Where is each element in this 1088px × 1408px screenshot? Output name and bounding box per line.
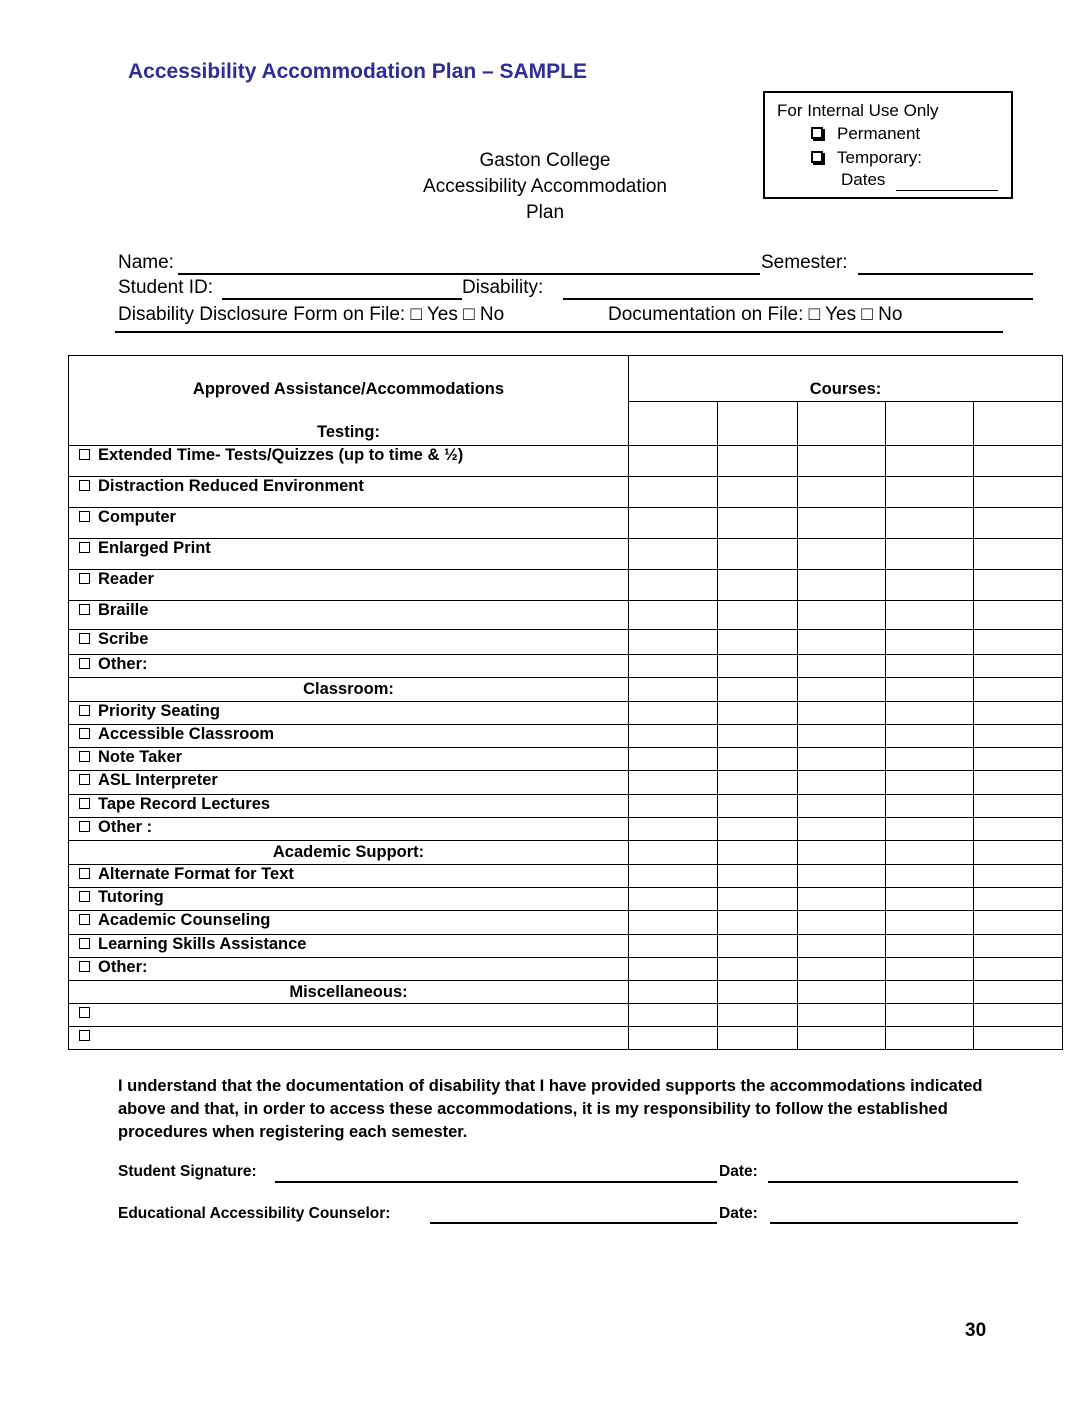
course-cell[interactable] bbox=[974, 477, 1063, 508]
accommodation-row[interactable] bbox=[69, 570, 629, 601]
course-cell[interactable] bbox=[718, 539, 798, 570]
fields-divider bbox=[115, 331, 1003, 333]
course-cell[interactable] bbox=[718, 655, 798, 678]
course-cell[interactable] bbox=[629, 539, 718, 570]
dates-label: Dates bbox=[841, 170, 886, 189]
course-cell[interactable] bbox=[974, 725, 1063, 748]
course-cell[interactable] bbox=[886, 888, 974, 911]
temporary-label: Temporary: bbox=[837, 148, 923, 167]
course-cell[interactable] bbox=[629, 841, 718, 865]
course-cell[interactable] bbox=[886, 818, 974, 841]
course-cell[interactable] bbox=[798, 911, 886, 935]
permanent-option[interactable] bbox=[811, 122, 920, 145]
accommodation-row[interactable] bbox=[69, 958, 629, 981]
temporary-option[interactable] bbox=[811, 146, 922, 169]
course-cell[interactable] bbox=[798, 841, 886, 865]
course-cell[interactable] bbox=[629, 888, 718, 911]
course-cell[interactable] bbox=[798, 958, 886, 981]
course-cell[interactable] bbox=[886, 935, 974, 958]
checkbox[interactable] bbox=[79, 938, 90, 949]
table-header-left bbox=[69, 356, 629, 446]
course-cell[interactable] bbox=[798, 1027, 886, 1050]
heading-line-2: Accessibility Accommodation bbox=[423, 176, 667, 197]
course-cell[interactable] bbox=[798, 748, 886, 771]
course-cell[interactable] bbox=[974, 888, 1063, 911]
course-cell[interactable] bbox=[718, 1004, 798, 1027]
counselor-date-label: Date: bbox=[719, 1205, 758, 1222]
course-cell[interactable] bbox=[798, 818, 886, 841]
accommodation-row[interactable] bbox=[69, 818, 629, 841]
student-signature-field[interactable] bbox=[275, 1181, 717, 1183]
student-date-label: Date: bbox=[719, 1163, 758, 1180]
accommodation-label: Academic Counseling bbox=[98, 911, 271, 929]
checkbox[interactable] bbox=[79, 480, 90, 491]
name-label: Name: bbox=[118, 252, 174, 273]
accommodation-row[interactable] bbox=[69, 748, 629, 771]
student-id-field[interactable] bbox=[222, 298, 462, 300]
accommodation-row[interactable] bbox=[69, 630, 629, 655]
course-cell[interactable] bbox=[886, 1004, 974, 1027]
classroom-heading: Classroom: bbox=[69, 678, 629, 702]
miscellaneous-heading: Miscellaneous: bbox=[69, 981, 629, 1004]
course-cell[interactable] bbox=[718, 911, 798, 935]
checkbox[interactable] bbox=[79, 914, 90, 925]
accommodation-label: Braille bbox=[98, 601, 149, 619]
course-cell[interactable] bbox=[629, 678, 718, 702]
course-cell[interactable] bbox=[629, 958, 718, 981]
course-cell[interactable] bbox=[718, 748, 798, 771]
disability-label: Disability: bbox=[462, 277, 544, 298]
course-cell[interactable] bbox=[974, 1027, 1063, 1050]
course-cell[interactable] bbox=[974, 655, 1063, 678]
course-cell[interactable] bbox=[718, 477, 798, 508]
accommodation-row[interactable] bbox=[69, 795, 629, 818]
permanent-checkbox[interactable] bbox=[811, 127, 823, 139]
course-cell[interactable] bbox=[974, 570, 1063, 601]
course-cell[interactable] bbox=[798, 795, 886, 818]
permanent-label: Permanent bbox=[837, 124, 921, 143]
course-cell[interactable] bbox=[629, 795, 718, 818]
course-cell[interactable] bbox=[718, 678, 798, 702]
course-cell[interactable] bbox=[798, 477, 886, 508]
course-col-2[interactable] bbox=[718, 402, 798, 446]
course-cell[interactable] bbox=[629, 865, 718, 888]
sample-title: Accessibility Accommodation Plan – SAMPLE bbox=[128, 60, 588, 83]
course-cell[interactable] bbox=[974, 630, 1063, 655]
course-cell[interactable] bbox=[886, 678, 974, 702]
course-cell[interactable] bbox=[886, 539, 974, 570]
accommodation-row[interactable] bbox=[69, 601, 629, 630]
accommodation-row[interactable] bbox=[69, 865, 629, 888]
accommodation-row[interactable] bbox=[69, 911, 629, 935]
course-cell[interactable] bbox=[718, 725, 798, 748]
course-cell[interactable] bbox=[718, 570, 798, 601]
course-cell[interactable] bbox=[886, 477, 974, 508]
documentation-label[interactable]: Documentation on File: □ Yes □ No bbox=[608, 304, 903, 325]
course-cell[interactable] bbox=[798, 446, 886, 477]
course-cell[interactable] bbox=[718, 630, 798, 655]
checkbox[interactable] bbox=[79, 633, 90, 644]
course-cell[interactable] bbox=[629, 981, 718, 1004]
counselor-signature-field[interactable] bbox=[430, 1222, 717, 1224]
course-cell[interactable] bbox=[886, 771, 974, 795]
course-cell[interactable] bbox=[798, 865, 886, 888]
course-cell[interactable] bbox=[629, 748, 718, 771]
course-cell[interactable] bbox=[629, 771, 718, 795]
course-cell[interactable] bbox=[798, 508, 886, 539]
course-cell[interactable] bbox=[798, 630, 886, 655]
checkbox[interactable] bbox=[79, 1007, 90, 1018]
course-cell[interactable] bbox=[629, 477, 718, 508]
course-cell[interactable] bbox=[974, 771, 1063, 795]
checkbox[interactable] bbox=[79, 658, 90, 669]
accommodation-row[interactable] bbox=[69, 477, 629, 508]
course-cell[interactable] bbox=[798, 570, 886, 601]
course-cell[interactable] bbox=[798, 725, 886, 748]
course-cell[interactable] bbox=[798, 655, 886, 678]
course-cell[interactable] bbox=[974, 508, 1063, 539]
accommodation-row[interactable] bbox=[69, 508, 629, 539]
testing-heading: Testing: bbox=[317, 423, 380, 441]
course-cell[interactable] bbox=[798, 678, 886, 702]
accommodation-row[interactable] bbox=[69, 725, 629, 748]
accommodation-row[interactable] bbox=[69, 888, 629, 911]
page-number: 30 bbox=[965, 1320, 987, 1341]
course-cell[interactable] bbox=[718, 865, 798, 888]
course-cell[interactable] bbox=[886, 630, 974, 655]
course-cell[interactable] bbox=[974, 795, 1063, 818]
accommodations-header: Approved Assistance/Accommodations bbox=[192, 380, 505, 398]
accommodation-label: ASL Interpreter bbox=[98, 771, 218, 789]
semester-label: Semester: bbox=[761, 252, 848, 273]
accommodation-row[interactable] bbox=[69, 702, 629, 725]
course-cell[interactable] bbox=[718, 958, 798, 981]
accommodation-label: Distraction Reduced Environment bbox=[98, 477, 364, 495]
counselor-signature-label: Educational Accessibility Counselor: bbox=[118, 1205, 391, 1222]
checkbox[interactable] bbox=[79, 511, 90, 522]
course-col-4[interactable] bbox=[886, 402, 974, 446]
course-cell[interactable] bbox=[886, 911, 974, 935]
academic-support-heading: Academic Support: bbox=[69, 841, 629, 865]
accommodation-label: Extended Time- Tests/Quizzes (up to time & ½) bbox=[98, 446, 464, 464]
course-cell[interactable] bbox=[974, 911, 1063, 935]
course-cell[interactable] bbox=[629, 508, 718, 539]
checkbox[interactable] bbox=[79, 573, 90, 584]
course-cell[interactable] bbox=[974, 865, 1063, 888]
course-cell[interactable] bbox=[629, 601, 718, 630]
course-cell[interactable] bbox=[886, 570, 974, 601]
accommodation-label: Computer bbox=[98, 508, 176, 526]
course-cell[interactable] bbox=[974, 935, 1063, 958]
accommodation-row[interactable] bbox=[69, 771, 629, 795]
student-date-field[interactable] bbox=[768, 1181, 1018, 1183]
course-cell[interactable] bbox=[798, 935, 886, 958]
acknowledgement-statement: I understand that the documentation of disability that I have provided supports the accommodations indicated above and that, in order to access these accommodations, it is my responsibility to follow the established procedures when registering each semester. bbox=[118, 1077, 983, 1141]
course-cell[interactable] bbox=[629, 935, 718, 958]
accommodation-row[interactable] bbox=[69, 655, 629, 678]
course-cell[interactable] bbox=[886, 601, 974, 630]
course-cell[interactable] bbox=[798, 601, 886, 630]
course-cell[interactable] bbox=[886, 795, 974, 818]
checkbox[interactable] bbox=[79, 751, 90, 762]
course-cell[interactable] bbox=[886, 446, 974, 477]
courses-header: Courses: bbox=[629, 356, 1063, 402]
accommodation-label: Alternate Format for Text bbox=[98, 865, 294, 883]
accommodation-label: Other: bbox=[98, 958, 148, 976]
course-cell[interactable] bbox=[629, 818, 718, 841]
accommodation-row[interactable] bbox=[69, 446, 629, 477]
course-cell[interactable] bbox=[798, 771, 886, 795]
name-field[interactable] bbox=[178, 273, 760, 275]
course-col-3[interactable] bbox=[798, 402, 886, 446]
accommodation-label: Other : bbox=[98, 818, 153, 836]
course-cell[interactable] bbox=[974, 702, 1063, 725]
course-cell[interactable] bbox=[886, 725, 974, 748]
checkbox[interactable] bbox=[79, 1030, 90, 1041]
course-cell[interactable] bbox=[886, 1027, 974, 1050]
accommodation-label: Tape Record Lectures bbox=[98, 795, 271, 813]
temporary-checkbox[interactable] bbox=[811, 151, 823, 163]
accommodation-row[interactable] bbox=[69, 1004, 629, 1027]
course-cell[interactable] bbox=[974, 678, 1063, 702]
accommodation-label: Enlarged Print bbox=[98, 539, 211, 557]
accommodation-label: Learning Skills Assistance bbox=[98, 935, 307, 953]
course-cell[interactable] bbox=[798, 702, 886, 725]
course-cell[interactable] bbox=[718, 771, 798, 795]
accommodation-row[interactable] bbox=[69, 539, 629, 570]
course-cell[interactable] bbox=[629, 725, 718, 748]
accommodations-table bbox=[68, 355, 1063, 1050]
checkbox[interactable] bbox=[79, 891, 90, 902]
course-cell[interactable] bbox=[718, 888, 798, 911]
course-cell[interactable] bbox=[629, 911, 718, 935]
semester-field[interactable] bbox=[858, 273, 1033, 275]
course-cell[interactable] bbox=[798, 981, 886, 1004]
course-cell[interactable] bbox=[629, 630, 718, 655]
course-cell[interactable] bbox=[886, 655, 974, 678]
heading-line-1: Gaston College bbox=[479, 150, 611, 171]
course-cell[interactable] bbox=[718, 508, 798, 539]
accommodation-label: Note Taker bbox=[98, 748, 183, 766]
course-cell[interactable] bbox=[974, 748, 1063, 771]
checkbox[interactable] bbox=[79, 705, 90, 716]
course-cell[interactable] bbox=[886, 508, 974, 539]
accommodation-label: Priority Seating bbox=[98, 702, 220, 720]
course-cell[interactable] bbox=[974, 841, 1063, 865]
course-cell[interactable] bbox=[718, 935, 798, 958]
course-cell[interactable] bbox=[886, 748, 974, 771]
course-cell[interactable] bbox=[798, 1004, 886, 1027]
course-col-5[interactable] bbox=[974, 402, 1063, 446]
course-cell[interactable] bbox=[886, 841, 974, 865]
course-cell[interactable] bbox=[718, 795, 798, 818]
course-cell[interactable] bbox=[974, 446, 1063, 477]
heading-line-3: Plan bbox=[525, 202, 565, 223]
course-cell[interactable] bbox=[629, 702, 718, 725]
accommodation-label: Other: bbox=[98, 655, 148, 673]
course-col-1[interactable] bbox=[629, 402, 718, 446]
checkbox[interactable] bbox=[79, 542, 90, 553]
course-cell[interactable] bbox=[629, 1004, 718, 1027]
checkbox[interactable] bbox=[79, 961, 90, 972]
student-id-label: Student ID: bbox=[118, 277, 214, 298]
course-cell[interactable] bbox=[974, 958, 1063, 981]
course-cell[interactable] bbox=[629, 1027, 718, 1050]
internal-use-box bbox=[763, 91, 1013, 199]
counselor-date-field[interactable] bbox=[770, 1222, 1018, 1224]
checkbox[interactable] bbox=[79, 728, 90, 739]
course-cell[interactable] bbox=[718, 601, 798, 630]
accommodation-label: Tutoring bbox=[98, 888, 164, 906]
course-cell[interactable] bbox=[629, 655, 718, 678]
course-cell[interactable] bbox=[886, 702, 974, 725]
accommodation-row[interactable] bbox=[69, 1027, 629, 1050]
course-cell[interactable] bbox=[718, 818, 798, 841]
checkbox[interactable] bbox=[79, 604, 90, 615]
internal-use-title: For Internal Use Only bbox=[777, 101, 939, 120]
accommodation-label: Reader bbox=[98, 570, 154, 588]
dates-line bbox=[841, 168, 998, 191]
course-cell[interactable] bbox=[718, 446, 798, 477]
checkbox[interactable] bbox=[79, 449, 90, 460]
course-cell[interactable] bbox=[798, 888, 886, 911]
disclosure-form-label[interactable]: Disability Disclosure Form on File: □ Yes □ No bbox=[118, 304, 505, 325]
course-cell[interactable] bbox=[718, 981, 798, 1004]
checkbox[interactable] bbox=[79, 798, 90, 809]
checkbox[interactable] bbox=[79, 821, 90, 832]
student-signature-label: Student Signature: bbox=[118, 1163, 257, 1180]
course-cell[interactable] bbox=[718, 1027, 798, 1050]
course-cell[interactable] bbox=[974, 1004, 1063, 1027]
disability-field[interactable] bbox=[563, 298, 1033, 300]
course-cell[interactable] bbox=[718, 702, 798, 725]
accommodation-label: Scribe bbox=[98, 630, 149, 648]
course-cell[interactable] bbox=[629, 446, 718, 477]
course-cell[interactable] bbox=[629, 570, 718, 601]
course-cell[interactable] bbox=[974, 981, 1063, 1004]
college-heading bbox=[400, 148, 690, 226]
course-cell[interactable] bbox=[974, 601, 1063, 630]
course-cell[interactable] bbox=[886, 981, 974, 1004]
course-cell[interactable] bbox=[886, 865, 974, 888]
accommodation-row[interactable] bbox=[69, 935, 629, 958]
course-cell[interactable] bbox=[974, 539, 1063, 570]
accommodation-label: Accessible Classroom bbox=[98, 725, 275, 743]
course-cell[interactable] bbox=[974, 818, 1063, 841]
course-cell[interactable] bbox=[886, 958, 974, 981]
course-cell[interactable] bbox=[798, 539, 886, 570]
dates-field[interactable] bbox=[896, 172, 998, 191]
checkbox[interactable] bbox=[79, 868, 90, 879]
checkbox[interactable] bbox=[79, 774, 90, 785]
course-cell[interactable] bbox=[718, 841, 798, 865]
